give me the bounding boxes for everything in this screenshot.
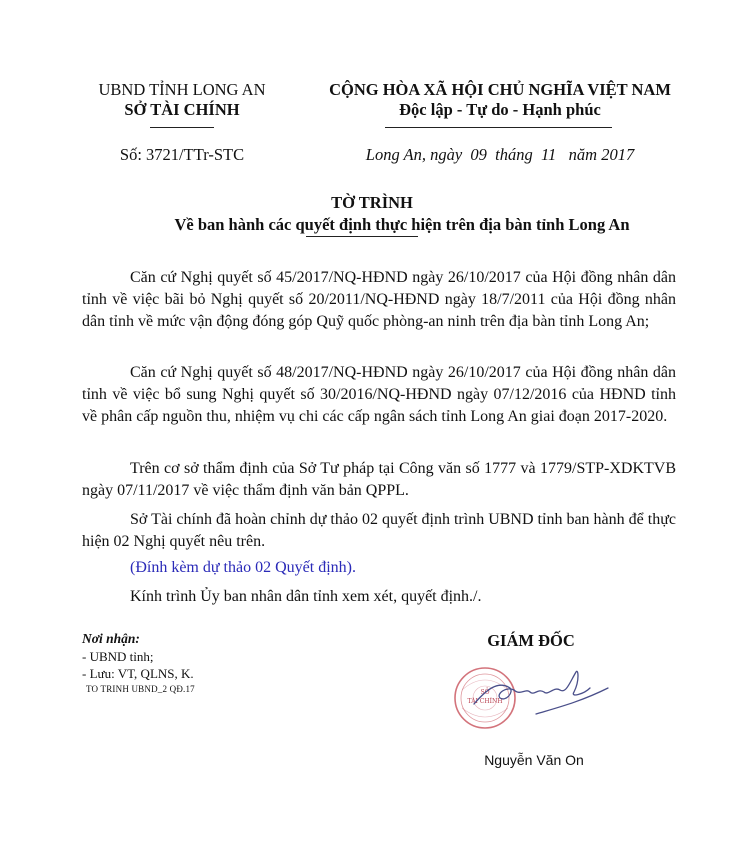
recipient-item: - Lưu: VT, QLNS, K. [82, 666, 194, 681]
body-paragraph-1: Căn cứ Nghị quyết số 45/2017/NQ-HĐND ngày 26/10/2017 của Hội đồng nhân dân tỉnh về việc bãi bỏ Nghị quyết số 20/2011/NQ-HĐND ngày 18/7/2011 của Hội đồng nhân dân tỉnh về mức vận động đóng góp Quỹ quốc phòng-an ninh trên địa bàn tỉnh Long An; [82, 269, 676, 330]
signer-name: Nguyễn Văn On [484, 752, 584, 768]
handwritten-signature-icon [474, 671, 608, 714]
national-motto: Độc lập - Tự do - Hạnh phúc [399, 100, 601, 119]
document-number: Số: 3721/TTr-STC [119, 145, 245, 164]
attachment-note: (Đính kèm dự thảo 02 Quyết định). [130, 559, 356, 576]
place-and-date: Long An, ngày 09 tháng 11 năm 2017 [365, 145, 635, 164]
body-paragraph-3: Trên cơ sở thẩm định của Sở Tư pháp tại Công văn số 1777 và 1779/STP-XDKTVB ngày 07/11/2017 về việc thẩm định văn bản QPPL. [82, 460, 676, 499]
national-title: CỘNG HÒA XÃ HỘI CHỦ NGHĨA VIỆT NAM [329, 80, 671, 99]
recipients-heading: Nơi nhận: [82, 631, 140, 646]
body-paragraph-4: Sở Tài chính đã hoàn chỉnh dự thảo 02 quyết định trình UBND tỉnh ban hành để thực hiện 02 Nghị quyết nêu trên. [82, 511, 676, 550]
title-rule [306, 236, 418, 237]
issuing-authority: UBND TỈNH LONG AN [98, 80, 266, 99]
stamp-text-mid: TÀI CHÍNH [467, 698, 503, 705]
issuing-department: SỞ TÀI CHÍNH [124, 100, 240, 119]
body-paragraph-2: Căn cứ Nghị quyết số 48/2017/NQ-HĐND ngày 26/10/2017 của Hội đồng nhân dân tỉnh về việc bổ sung Nghị quyết số 30/2016/NQ-HĐND ngày 07/12/2016 của HĐND tỉnh về phân cấp nguồn thu, nhiệm vụ chi các cấp ngân sách tỉnh Long An giai đoạn 2017-2020. [82, 364, 676, 425]
document-type-title: TỜ TRÌNH [331, 193, 413, 212]
document-subject: Về ban hành các quyết định thực hiện trên địa bàn tỉnh Long An [174, 215, 630, 234]
file-reference: TO TRINH UBND_2 QĐ.17 [86, 684, 195, 694]
official-stamp-and-signature [440, 650, 620, 760]
signer-position: GIÁM ĐỐC [487, 631, 575, 650]
right-header-rule [385, 127, 612, 128]
stamp-text-top: SỞ [480, 689, 490, 696]
recipient-item: - UBND tỉnh; [82, 649, 154, 664]
left-header-rule [150, 127, 214, 128]
closing-request: Kính trình Ủy ban nhân dân tỉnh xem xét, quyết định./. [130, 588, 482, 605]
